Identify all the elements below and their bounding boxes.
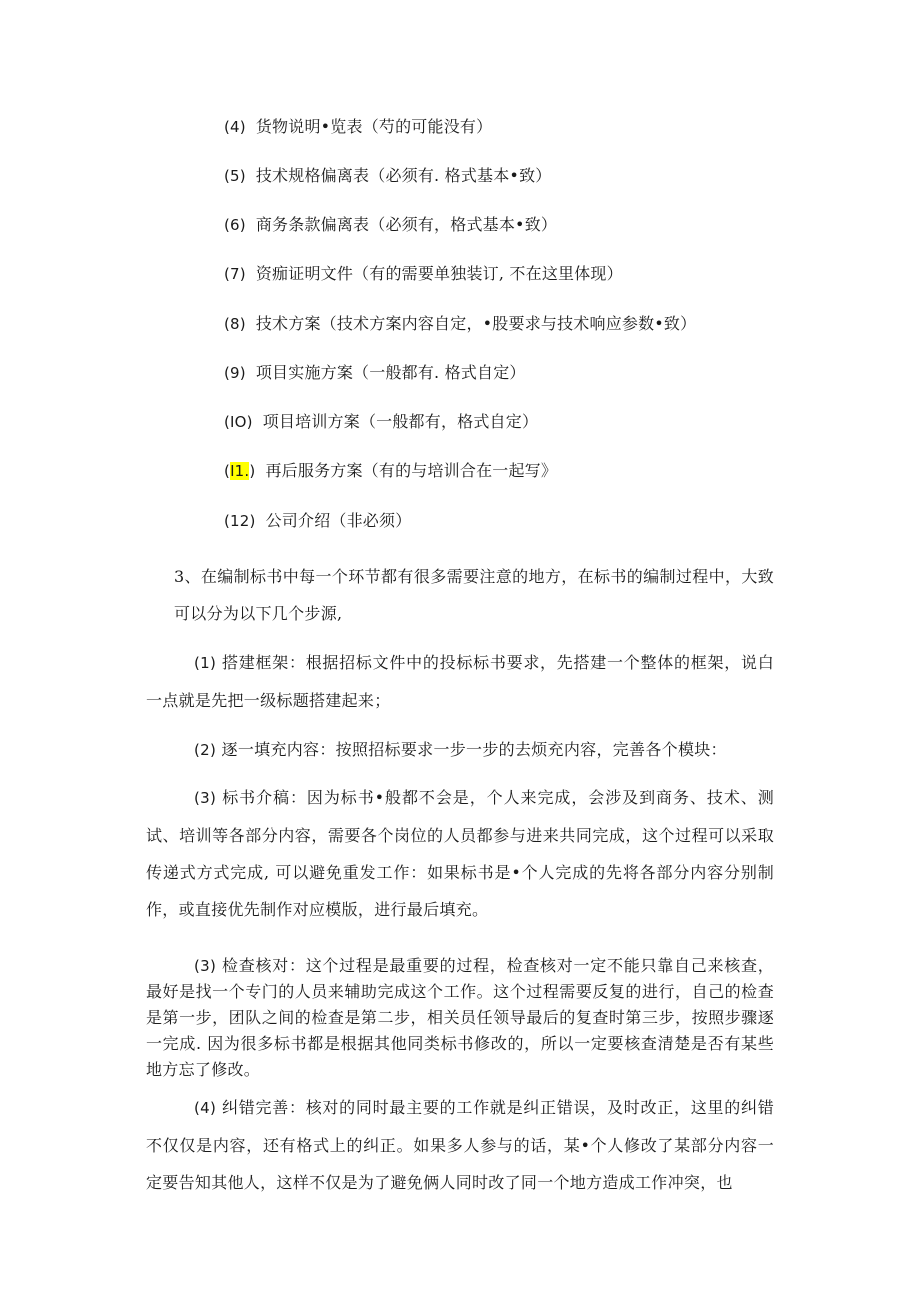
list-number-highlighted: I1. [230, 462, 250, 480]
list-text: 项目实施方案（一般都有. 格式自定） [255, 363, 526, 382]
list-item [224, 116, 492, 138]
list-text: 货物说明•览表（芍的可能没有） [255, 117, 493, 136]
list-number: (4) [224, 118, 246, 136]
list-item [224, 313, 696, 335]
list-text: 商务条款偏离表（必须有，格式基本•致） [255, 215, 558, 234]
list-number: (8) [224, 315, 246, 333]
list-item [224, 460, 557, 482]
section-3-paragraph [174, 558, 774, 632]
step-text: 标书介稿：因为标书•般都不会是，个人来完成，会涉及到商务、技术、测试、培训等各部分内容，需要各个岗位的人员都参与进来共同完成，这个过程可以采取传递式方式完成, 可以避免重发工作：如果标书是•个人完成的先将各部分内容分别制作，或直接优先制作对应模版，进行最后填充。 [146, 788, 774, 919]
list-text: 资痂证明文件（有的需要单独装订, 不在这里体现） [255, 264, 623, 283]
list-number-open: ( [224, 462, 231, 480]
step-number: (4) [194, 1099, 217, 1117]
step-number: (3) [194, 957, 217, 975]
list-item [224, 214, 557, 236]
step-paragraph [146, 779, 774, 928]
list-number-close: ) [249, 462, 256, 480]
list-number: (5) [224, 167, 246, 185]
list-item [224, 510, 411, 532]
section-3-text: 3、在编制标书中每一个环节都有很多需要注意的地方，在标书的编制过程中，大致可以分为以下几个步源, [174, 567, 774, 623]
list-number: (IO) [224, 413, 253, 431]
step-text: 搭建框架：根据招标文件中的投标标书要求，先搭建一个整体的框架，说白一点就是先把一级标题搭建起来； [146, 653, 774, 710]
list-item [224, 165, 551, 187]
list-number: (6) [224, 216, 246, 234]
step-number: (1) [194, 654, 217, 672]
step-paragraph [146, 953, 774, 1083]
list-item [224, 263, 623, 285]
step-paragraph [146, 644, 774, 719]
list-number: (12) [224, 512, 256, 530]
list-text: 公司介绍（非必须） [265, 511, 412, 530]
step-paragraph [146, 1089, 774, 1201]
step-paragraph [146, 731, 774, 769]
list-item [224, 411, 538, 433]
list-text: 技术方案（技术方案内容自定，•股要求与技术响应参数•致） [255, 314, 697, 333]
step-text: 逐一填充内容：按照招标要求一步一步的去烦充内容，完善各个模块： [221, 740, 727, 759]
list-text: 技术规格偏离表（必须有. 格式基本•致） [255, 166, 552, 185]
step-text: 检查核对：这个过程是最重要的过程，检查核对一定不能只靠自己来核查，最好是找一个专门的人员来辅助完成这个工作。这个过程需要反复的进行，自己的检查是第一步，团队之间的检查是第二步，相关员任领导最后的复查时第三步，按照步骤逐一完成. 因为很多标书都是根据其他同类标书修改的，所以一定要核查清楚是否有某些地方忘了修改。 [146, 956, 774, 1079]
step-number: (2) [194, 741, 217, 759]
step-number: (3) [194, 789, 217, 807]
list-text: 项目培训方案（一般都有，格式自定） [262, 412, 539, 431]
list-number: (7) [224, 265, 246, 283]
step-text: 纠错完善：核对的同时最主要的工作就是纠正错误，及时改正，这里的纠错不仅仅是内容，还有格式上的纠正。如果多人参与的话，某•个人修改了某部分内容一定要告知其他人，这样不仅是为了避免俩人同时改了同一个地方造成工作冲突，也 [146, 1098, 774, 1192]
list-item [224, 362, 526, 384]
list-number: (9) [224, 364, 246, 382]
list-text: 再后服务方案（有的与培训合在一起写》 [265, 461, 558, 480]
